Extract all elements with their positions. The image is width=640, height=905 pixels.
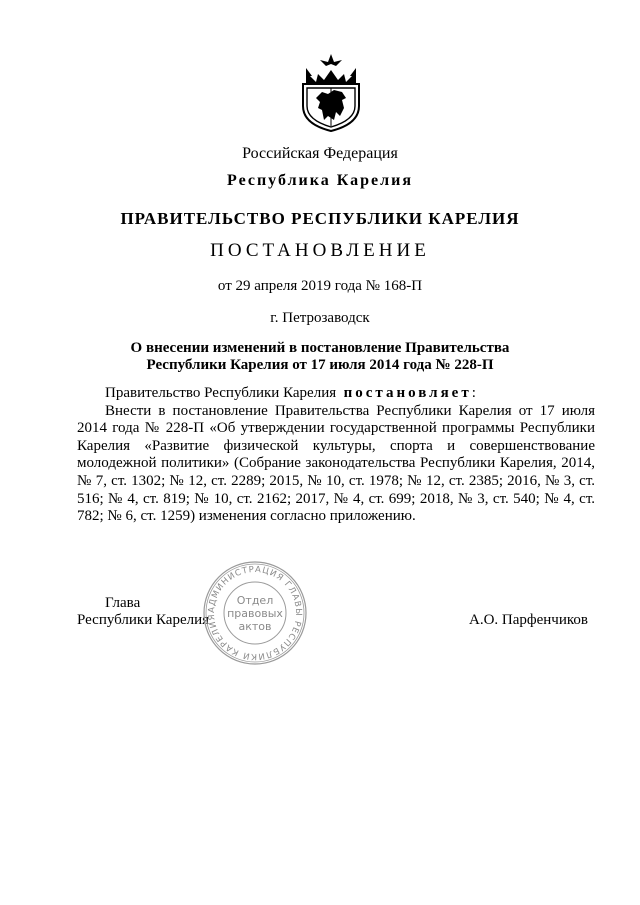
stamp-center-line-3: актов (238, 620, 272, 633)
stamp-center-line-1: Отдел (236, 594, 274, 607)
decree-paragraph: Внести в постановление Правительства Республики Карелия от 17 июля 2014 года № 228-П «Об утверждении государственной программы Республики Карелия «Развитие физической культуры, спорта и совершенствование молодежной политики» (Собрание законодательства Республики Карелия, 2014, № 7, ст. 1302; № 12, ст. 2289; 2015, № 10, ст. 1978; № 12, ст. 2385; 2016, № 3, ст. 516; № 4, ст. 819; № 10, ст. 2162; 2017, № 4, ст. 699; 2018, № 3, ст. 540; № 4, ст. 782; № 6, ст. 1259) изменения согласно приложению. (77, 402, 595, 525)
decree-date-number: от 29 апреля 2019 года № 168-П (217, 278, 423, 294)
signatory-role-line-2: Республики Карелия (77, 612, 210, 628)
decree-title-line-1: О внесении изменений в постановление Правительства (130, 340, 510, 356)
decree-title-line-2: Республики Карелия от 17 июля 2014 года № 228-П (146, 357, 494, 373)
official-stamp (202, 560, 308, 666)
decree-intro (77, 385, 595, 403)
decree-intro-end: : (471, 385, 476, 401)
government-name: ПРАВИТЕЛЬСТВО РЕСПУБЛИКИ КАРЕЛИЯ (120, 209, 520, 228)
signatory-name: А.О. Парфенчиков (469, 612, 588, 628)
decree-city: г. Петрозаводск (270, 310, 370, 326)
country-name: Российская Федерация (242, 145, 398, 162)
document-type: ПОСТАНОВЛЕНИЕ (210, 240, 430, 261)
stamp-center-line-2: правовых (227, 607, 283, 620)
decree-intro-subject: Правительство Республики Карелия (105, 385, 337, 401)
decree-body (77, 385, 595, 526)
republic-name: Республика Карелия (227, 172, 413, 189)
stamp-ring-text: АДМИНИСТРАЦИЯ ГЛАВЫ РЕСПУБЛИКИ КАРЕЛИЯ (206, 564, 304, 662)
signatory-role-line-1: Глава (105, 595, 141, 611)
coat-of-arms-icon (298, 54, 364, 132)
decree-intro-verb: постановляет (343, 385, 472, 401)
